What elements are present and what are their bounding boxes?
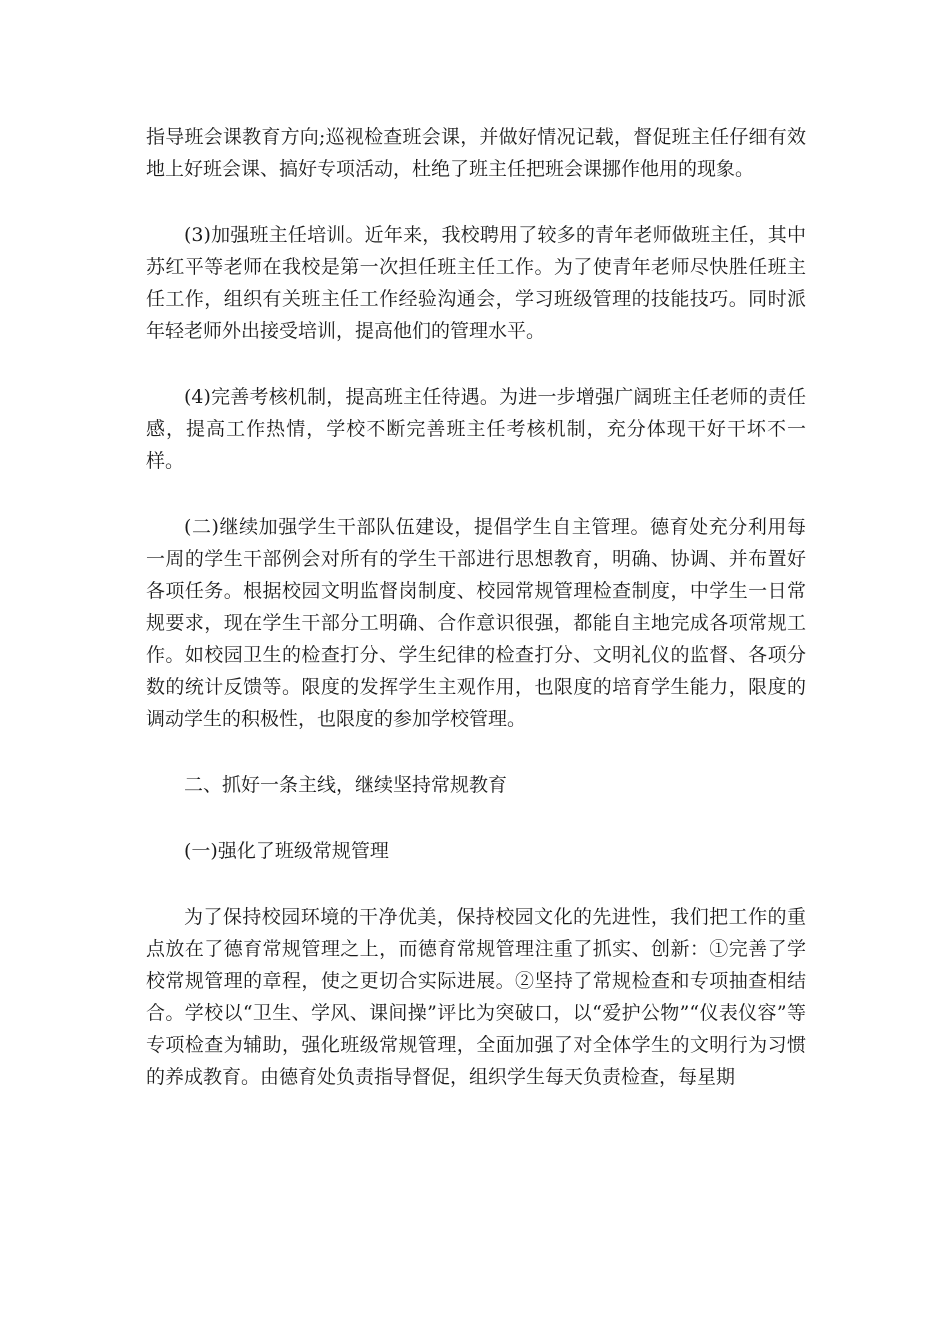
document-page	[146, 121, 806, 1127]
paragraph-class-meeting: 指导班会课教育方向;巡视检查班会课，并做好情况记载，督促班主任仔细有效地上好班会课、搞好专项活动，杜绝了班主任把班会课挪作他用的现象。	[146, 126, 806, 180]
paragraph-student-cadres: (二)继续加强学生干部队伍建设，提倡学生自主管理。德育处充分利用每一周的学生干部例会对所有的学生干部进行思想教育，明确、协调、并布置好各项任务。根据校园文明监督岗制度、校园常规管理检查制度，中学生一日常规要求，现在学生干部分工明确、合作意识很强，都能自主地完成各项常规工作。如校园卫生的检查打分、学生纪律的检查打分、文明礼仪的监督、各项分数的统计反馈等。限度的发挥学生主观作用，也限度的培育学生能力，限度的调动学生的积极性，也限度的参加学校管理。	[146, 516, 806, 730]
subsection-heading-class-management: (一)强化了班级常规管理	[184, 840, 389, 862]
paragraph-assessment-mechanism: (4)完善考核机制，提高班主任待遇。为进一步增强广阔班主任老师的责任感，提高工作热情，学校不断完善班主任考核机制，充分体现干好干坏不一样。	[146, 386, 806, 472]
paragraph-teacher-training: (3)加强班主任培训。近年来，我校聘用了较多的青年老师做班主任，其中苏红平等老师在我校是第一次担任班主任工作。为了使青年老师尽快胜任班主任工作，组织有关班主任工作经验沟通会，学习班级管理的技能技巧。同时派年轻老师外出接受培训，提高他们的管理水平。	[146, 224, 806, 342]
section-heading-main-line: 二、抓好一条主线，继续坚持常规教育	[184, 774, 508, 796]
paragraph-routine-management: 为了保持校园环境的干净优美，保持校园文化的先进性，我们把工作的重点放在了德育常规管理之上，而德育常规管理注重了抓实、创新：①完善了学校常规管理的章程，使之更切合实际进展。②坚持了常规检查和专项抽查相结合。学校以“卫生、学风、课间操”评比为突破口，以“爱护公物”“仪表仪容”等专项检查为辅助，强化班级常规管理，全面加强了对全体学生的文明行为习惯的养成教育。由德育处负责指导督促，组织学生每天负责检查，每星期	[146, 906, 806, 1088]
